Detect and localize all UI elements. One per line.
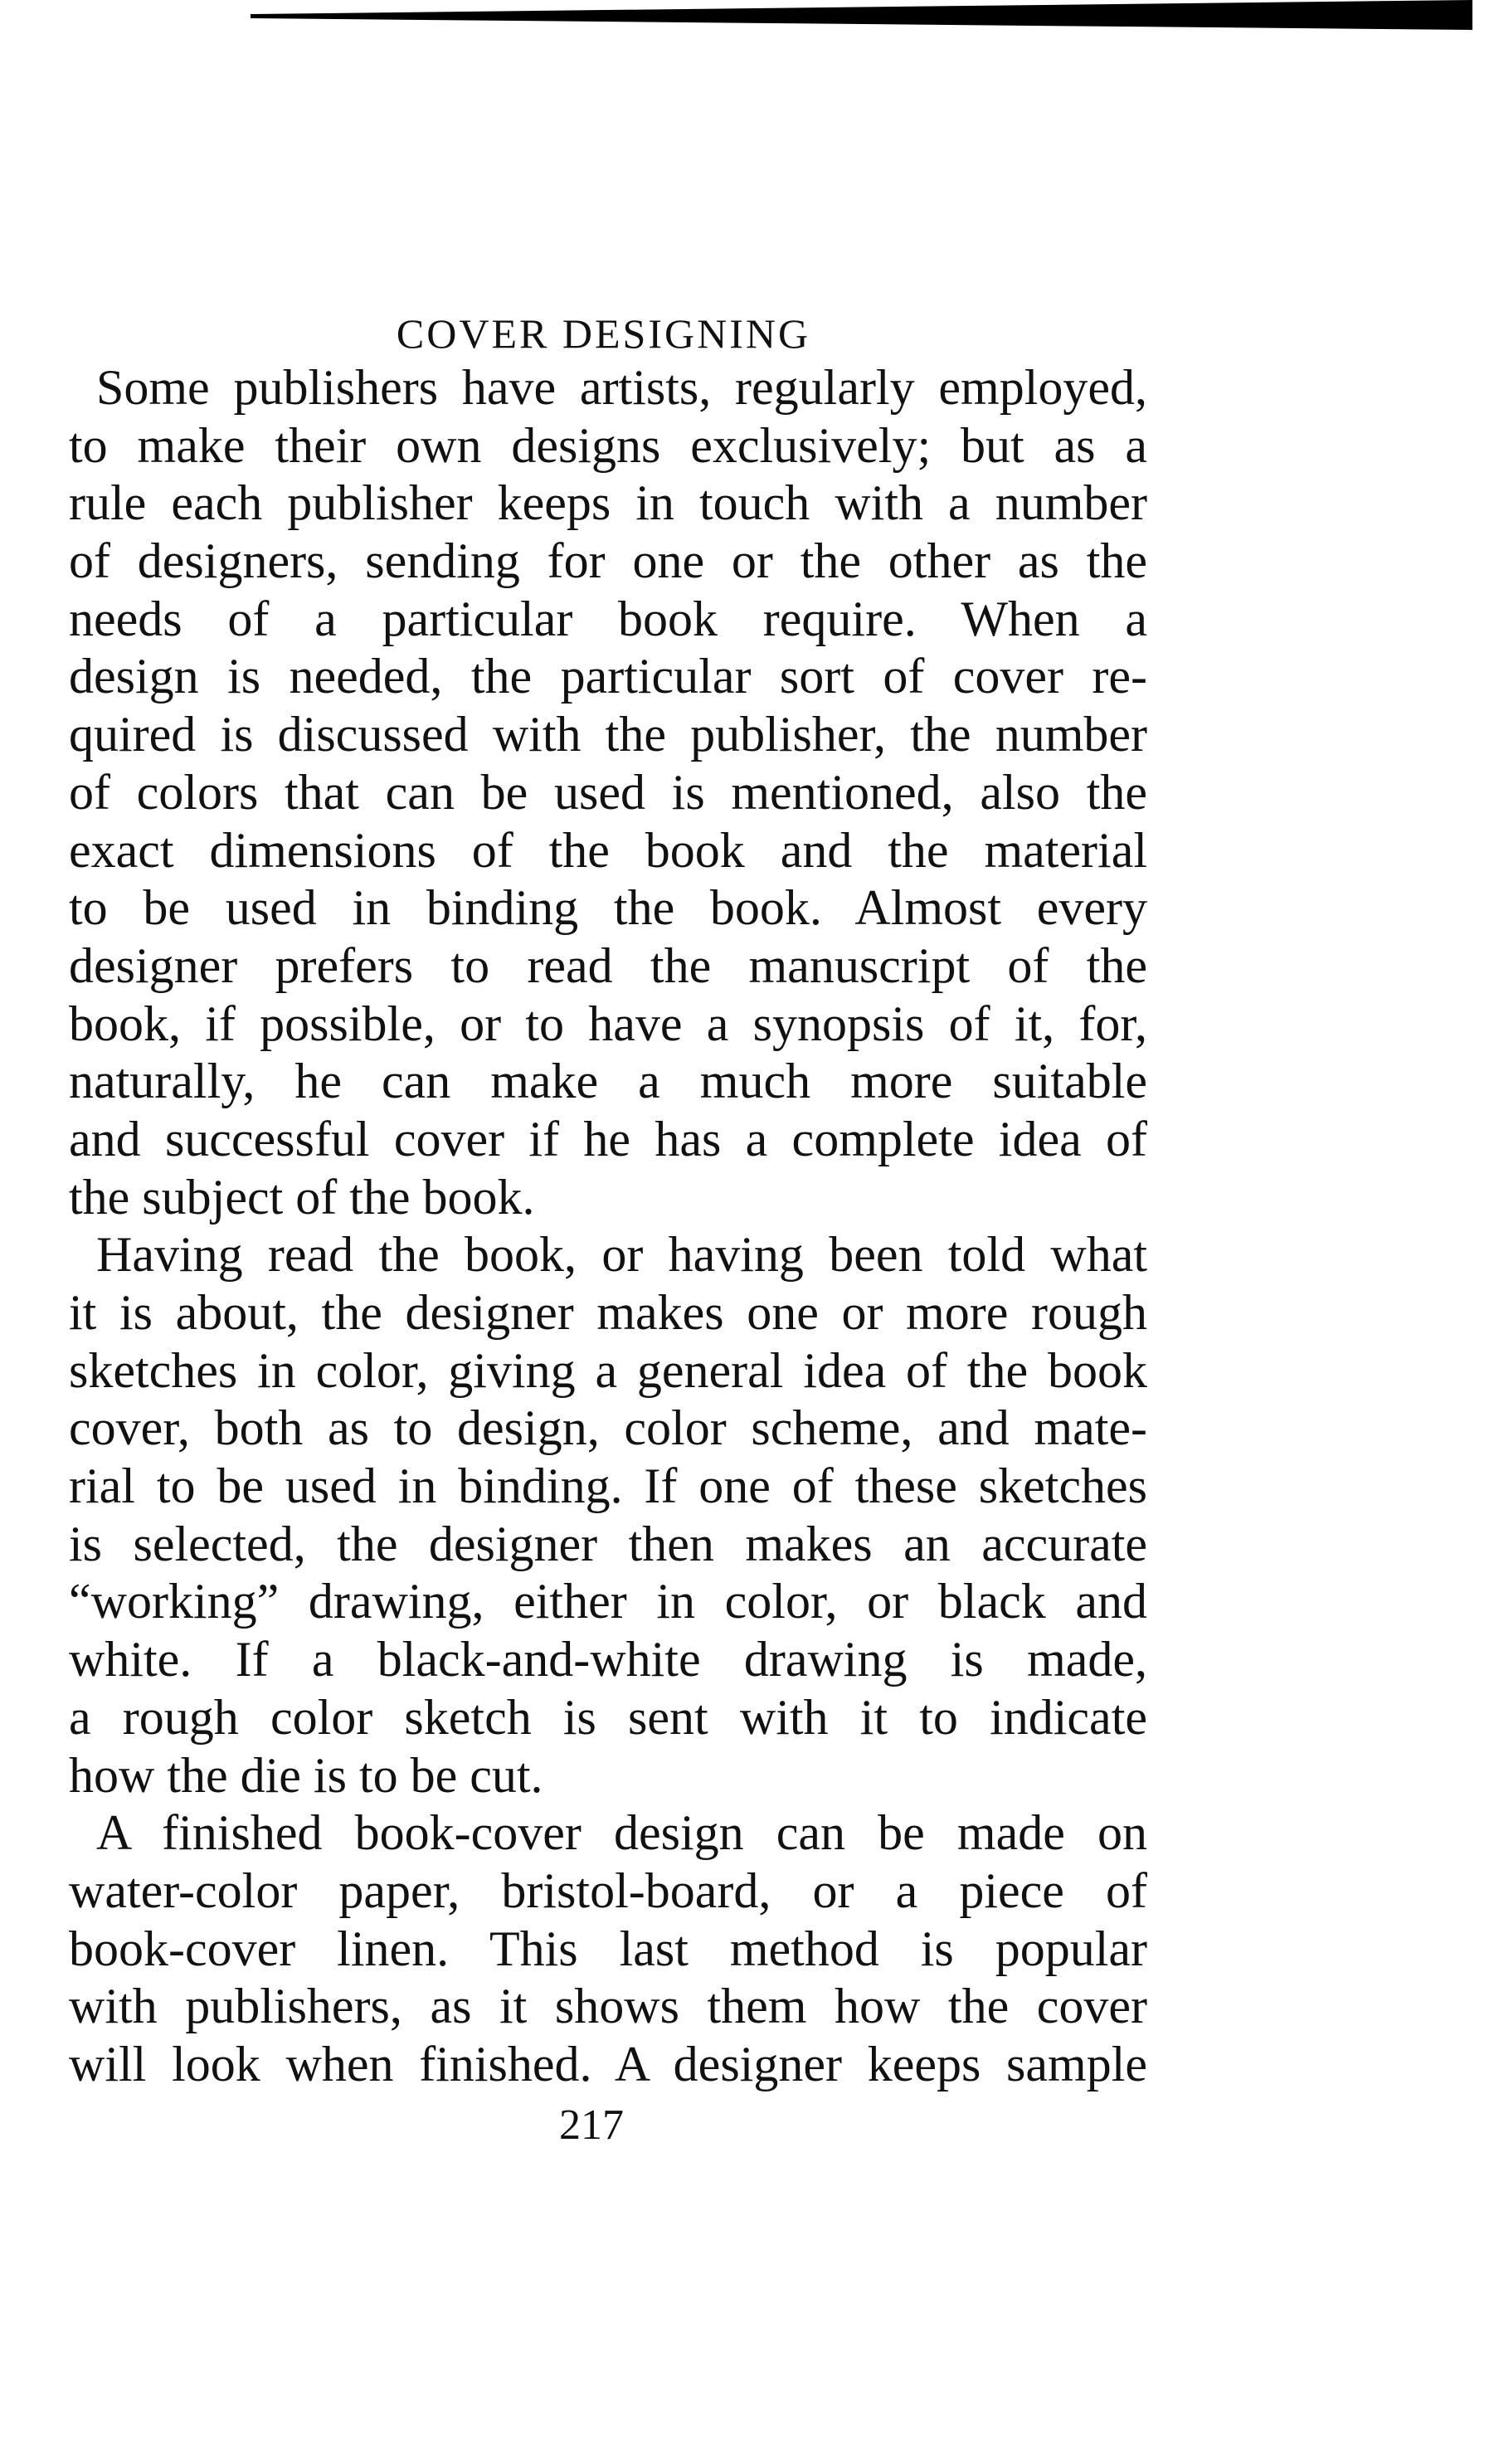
text-line: book, if possible, or to have a synopsis of it, for, — [69, 996, 1147, 1051]
text-line: A finished book-cover design can be made on — [96, 1805, 1147, 1861]
header-rule — [0, 0, 1494, 33]
text-line: cover, both as to design, color scheme, and mate- — [69, 1400, 1147, 1456]
text-line: a rough color sketch is sent with it to indicate — [69, 1689, 1147, 1745]
text-line: needs of a particular book require. When a — [69, 591, 1147, 646]
text-line: of colors that can be used is mentioned, also the — [69, 764, 1147, 820]
text-line: the subject of the book. — [69, 1169, 535, 1225]
text-line: and successful cover if he has a complete idea of — [69, 1111, 1147, 1166]
text-line: “working” drawing, either in color, or black and — [69, 1574, 1147, 1629]
text-line: Some publishers have artists, regularly employed, — [96, 360, 1147, 415]
text-line: sketches in color, giving a general idea of the book — [69, 1342, 1147, 1398]
text-line: rial to be used in binding. If one of these sketches — [69, 1458, 1147, 1514]
text-line: of designers, sending for one or the other as the — [69, 533, 1147, 589]
text-line: book-cover linen. This last method is popular — [69, 1921, 1147, 1976]
text-line: rule each publisher keeps in touch with a number — [69, 475, 1147, 531]
page-title: COVER DESIGNING — [396, 310, 811, 357]
page-number: 217 — [559, 2101, 624, 2149]
text-line: how the die is to be cut. — [69, 1747, 543, 1803]
text-line: it is about, the designer makes one or more rough — [69, 1285, 1147, 1340]
text-line: white. If a black-and-white drawing is made, — [69, 1632, 1147, 1687]
text-line: Having read the book, or having been told what — [96, 1227, 1147, 1283]
text-line: quired is discussed with the publisher, the number — [69, 707, 1147, 762]
text-line: design is needed, the particular sort of cover re- — [69, 649, 1147, 704]
text-line: to be used in binding the book. Almost every — [69, 880, 1147, 936]
text-line: is selected, the designer then makes an accurate — [69, 1516, 1147, 1571]
text-line: exact dimensions of the book and the material — [69, 822, 1147, 878]
body-text — [69, 359, 1147, 2094]
text-line: with publishers, as it shows them how the cover — [69, 1979, 1147, 2034]
text-line: water-color paper, bristol-board, or a piece of — [69, 1863, 1147, 1918]
text-line: will look when finished. A designer keeps sample — [69, 2036, 1147, 2091]
text-line: to make their own designs exclusively; but as a — [69, 417, 1147, 473]
text-line: designer prefers to read the manuscript of the — [69, 937, 1147, 993]
text-line: naturally, he can make a much more suitable — [69, 1054, 1147, 1109]
